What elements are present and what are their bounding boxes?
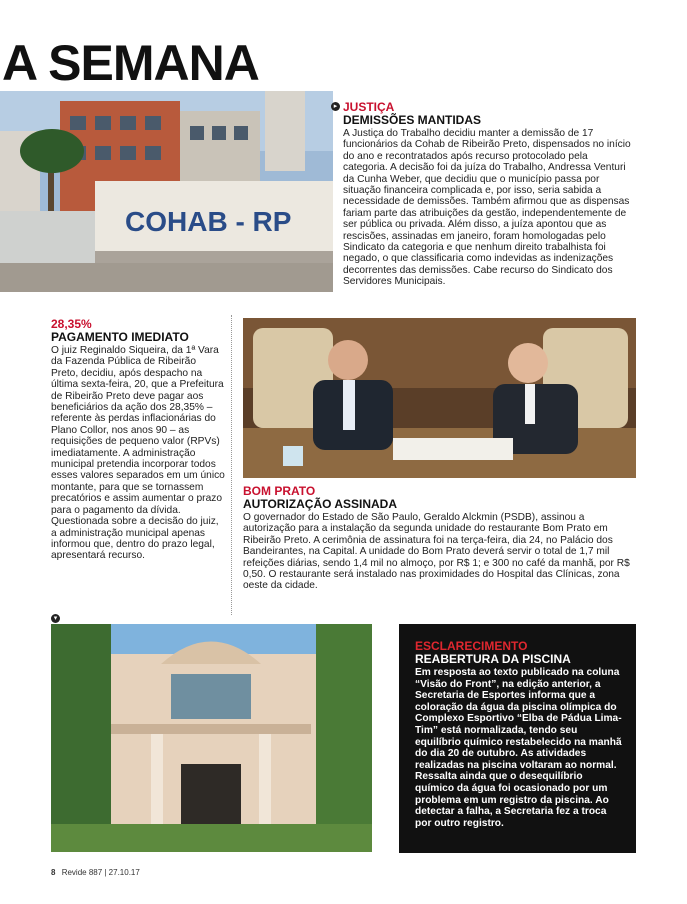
justica-headline: DEMISSÕES MANTIDAS	[343, 113, 482, 127]
pagamento-body: O juiz Reginaldo Siqueira, da 1ª Vara da Fazenda Pública de Ribeirão Preto, decidiu, após despacho na última sexta-feira, 20, que a Prefeitura de Ribeirão Preto deve pagar aos beneficiários da ação dos 28,35% – referente às perdas inflacionárias do Plano Collor, nos anos 90 – as requisições de pequeno valor (RPVs) imediatamente. A administração municipal pretendia incorporar todos esses valores separados em um único montante, para que se tornassem precatórios e assim aumentar o prazo para o pagamento da dívida. Questionada sobre a decisão do juiz, a administração municipal apenas informou que, dentro do prazo legal, apresentará recurso.	[51, 345, 225, 562]
justica-body: A Justiça do Trabalho decidiu manter a demissão de 17 funcionários da Cohab de Ribeirão Preto, dispensados no início do ano e recontratados após recurso protocolado pela categoria. A decisão foi da juíza do Trabalho, Andressa Venturi da Cunha Weber, que decidiu que o município passa por situação financeira complicada e, por isso, seria sabida a necessidade de demissões. Também afirmou que as dispensas fariam parte das atribuições da gestão, independentemente de ser pública ou privada. Além disso, a juíza apontou que as rescisões, assinadas em janeiro, foram homologadas pelo Sindicato da categoria e que nenhum direito trabalhista foi negado, o que classificaria como indevidas as indenizações decorrentes das demissões. Cabe recurso do Sindicato dos Servidores Municipais.	[343, 128, 631, 288]
bomprato-headline: AUTORIZAÇÃO ASSINADA	[243, 497, 398, 511]
arrow-down-icon: ▾	[51, 614, 60, 623]
cohab-building-photo	[0, 91, 333, 292]
pagamento-headline: PAGAMENTO IMEDIATO	[51, 330, 189, 344]
justica-kicker: JUSTIÇA	[343, 100, 395, 114]
bomprato-kicker: BOM PRATO	[243, 484, 316, 498]
page-number: 8	[51, 868, 56, 877]
signing-ceremony-photo	[243, 318, 636, 478]
arrow-marker-icon: ▸	[331, 102, 340, 111]
publication-info: Revide 887 | 27.10.17	[61, 868, 140, 877]
esclarecimento-headline: REABERTURA DA PISCINA	[415, 652, 571, 666]
esclarecimento-kicker: ESCLARECIMENTO	[415, 639, 528, 653]
column-divider	[231, 315, 232, 615]
footer	[51, 868, 140, 877]
bomprato-body: O governador do Estado de São Paulo, Geraldo Alckmin (PSDB), assinou a autorização para a instalação da segunda unidade do restaurante Bom Prato em Ribeirão Preto. A cerimônia de assinatura foi na terça-feira, dia 24, no Palácio dos Bandeirantes, na Capital. A unidade do Bom Prato deverá servir o total de 1,7 mil refeições diárias, sendo 1,4 mil no almoço, por R$ 1; e 300 no café da manhã, por R$ 0,50. O restaurante será instalado nas proximidades do Hospital das Clínicas, zona oeste da cidade.	[243, 512, 630, 592]
cohab-sign: COHAB - RP	[125, 206, 292, 237]
section-title: A SEMANA	[2, 35, 259, 91]
historic-building-photo	[51, 624, 372, 852]
pagamento-kicker: 28,35%	[51, 317, 92, 331]
esclarecimento-body: Em resposta ao texto publicado na coluna “Visão do Front”, na edição anterior, a Secretaria de Esportes informa que a coloração da água da piscina olímpica do Complexo Esportivo “Elba de Pádua Lima-Tim” está normalizada, tendo seu equilíbrio químico restabelecido na manhã do dia 20 de outubro. As atividades realizadas na piscina voltaram ao normal. Ressalta ainda que o desequilíbrio químico da água foi ocasionado por um problema em um registro da piscina. Ao detectar a falha, a Secretaria fez a troca por outro registro.	[415, 667, 622, 829]
